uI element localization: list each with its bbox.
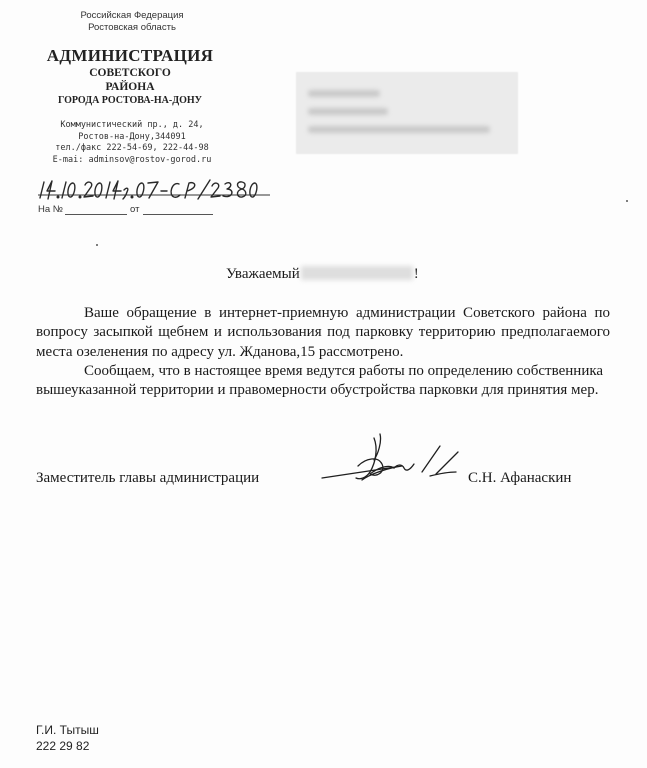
region-name: Ростовская область bbox=[88, 22, 176, 33]
country-name: Российская Федерация bbox=[80, 10, 184, 21]
org-line-3: РАЙОНА bbox=[105, 81, 155, 93]
organization-address bbox=[40, 120, 224, 166]
registration-line bbox=[38, 204, 218, 218]
redacted-line bbox=[308, 90, 380, 97]
letter-body bbox=[36, 304, 610, 400]
signatory-position: Заместитель главы администрации bbox=[36, 470, 260, 486]
organization-name bbox=[30, 46, 230, 107]
redacted-recipient-name bbox=[301, 266, 413, 280]
greeting-suffix: ! bbox=[413, 266, 419, 282]
phone-fax: тел./факс 222-54-69, 222-44-98 bbox=[55, 143, 209, 153]
address-line-2: Ростов-на-Дону,344091 bbox=[78, 131, 186, 142]
greeting bbox=[226, 264, 456, 286]
executor-phone: 222 29 82 bbox=[36, 739, 90, 753]
date-underline bbox=[143, 214, 213, 215]
handwritten-signature bbox=[318, 428, 470, 496]
scan-dot bbox=[96, 244, 98, 246]
paragraph-2: Сообщаем, что в настоящее время ведутся работы по определению собственника вышеуказанной территории и правомерности обустройства парковки для принятия мер. bbox=[36, 362, 604, 399]
letterhead-country bbox=[80, 10, 184, 34]
signatory-name: С.Н. Афанаскин bbox=[468, 470, 572, 486]
number-prefix: На № bbox=[38, 204, 63, 215]
org-line-1: АДМИНИСТРАЦИЯ bbox=[46, 46, 214, 65]
handwritten-registration-number bbox=[38, 178, 270, 202]
address-line-1: Коммунистический пр., д. 24, bbox=[60, 120, 204, 130]
number-underline bbox=[65, 214, 127, 215]
paragraph-1: Ваше обращение в интернет-приемную администрации Советского района по вопросу засыпкой щебнем и использования под парковку территорию предполагаемого места озеленения по адресу ул. Жданова,15 рассмотрено. bbox=[36, 305, 610, 360]
email: E-mai: adminsov@rostov-gorod.ru bbox=[52, 154, 212, 165]
org-line-2: СОВЕТСКОГО bbox=[89, 67, 171, 79]
scan-dot bbox=[626, 200, 628, 202]
redacted-line bbox=[308, 126, 490, 133]
greeting-prefix: Уважаемый bbox=[226, 266, 300, 282]
org-line-4: ГОРОДА РОСТОВА-НА-ДОНУ bbox=[57, 95, 202, 106]
redacted-recipient-address bbox=[296, 72, 518, 154]
executor-name: Г.И. Тытыш bbox=[36, 723, 99, 737]
from-label: от bbox=[130, 204, 140, 215]
executor-info bbox=[36, 722, 99, 754]
redacted-line bbox=[308, 108, 388, 115]
